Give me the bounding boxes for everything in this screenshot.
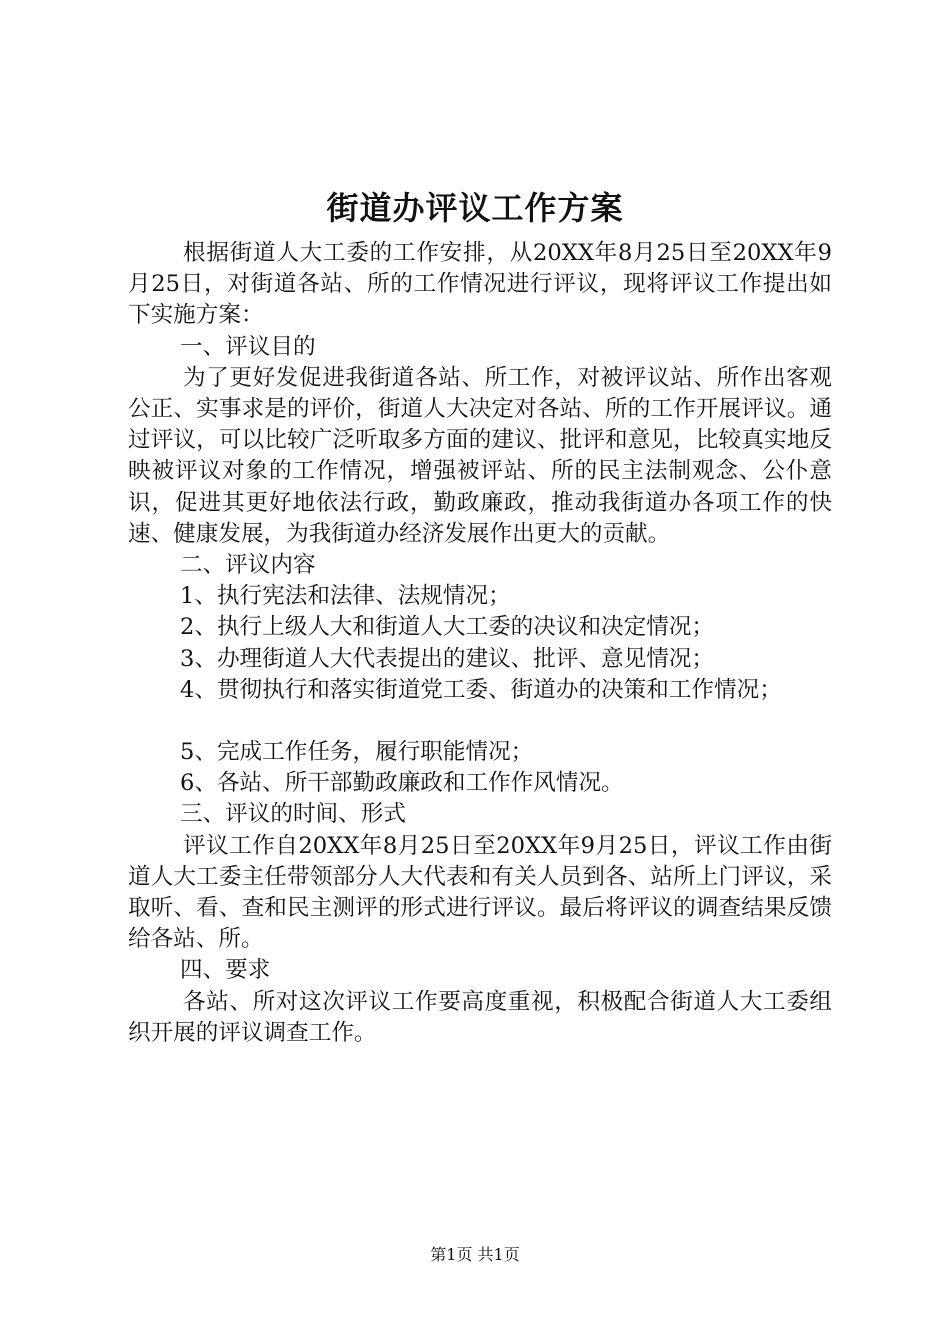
page-number-footer: 第1页 共1页: [430, 1245, 520, 1264]
section-paragraph-requirements: 各站、所对这次评议工作要高度重视，积极配合街道人大工委组织开展的评议调查工作。: [128, 988, 832, 1046]
list-item: 5、完成工作任务，履行职能情况；: [180, 739, 534, 766]
section-paragraph-time-form: 评议工作自20XX年8月25日至20XX年9月25日，评议工作由街道人大工委主任带领部分人大代表和有关人员到各、站所上门评议，采取听、看、查和民主测评的形式进行评议。最后将评议的调查结果反馈给各站、所。: [128, 832, 832, 953]
list-item: 2、执行上级人大和街道人大工委的决议和决定情况；: [180, 614, 715, 641]
section-heading-content: 二、评议内容: [180, 552, 316, 579]
list-item: 3、办理街道人大代表提出的建议、批评、意见情况；: [180, 645, 715, 672]
document-body: [128, 238, 832, 1049]
intro-paragraph: 根据街道人大工委的工作安排，从20XX年8月25日至20XX年9月25日，对街道各站、所的工作情况进行评议，现将评议工作提出如下实施方案：: [128, 240, 832, 329]
section-paragraph-purpose: 为了更好发促进我街道各站、所工作，对被评议站、所作出客观公正、实事求是的评价，街道人大决定对各站、所的工作开展评议。通过评议，可以比较广泛听取多方面的建议、批评和意见，比较真实地反映被评议对象的工作情况，增强被评站、所的民主法制观念、公仆意识，促进其更好地依法行政，勤政廉政，推动我街道办各项工作的快速、健康发展，为我街道办经济发展作出更大的贡献。: [128, 364, 832, 547]
document-title: 街道办评议工作方案: [326, 189, 624, 227]
list-item: 4、贯彻执行和落实街道党工委、街道办的决策和工作情况；: [180, 676, 782, 703]
section-heading-time-form: 三、评议的时间、形式: [180, 801, 406, 828]
blank-line: [128, 706, 832, 737]
section-heading-requirements: 四、要求: [180, 957, 271, 984]
section-heading-purpose: 一、评议目的: [180, 333, 316, 360]
list-item: 1、执行宪法和法律、法规情况；: [180, 583, 511, 610]
list-item: 6、各站、所干部勤政廉政和工作作风情况。: [180, 770, 624, 797]
